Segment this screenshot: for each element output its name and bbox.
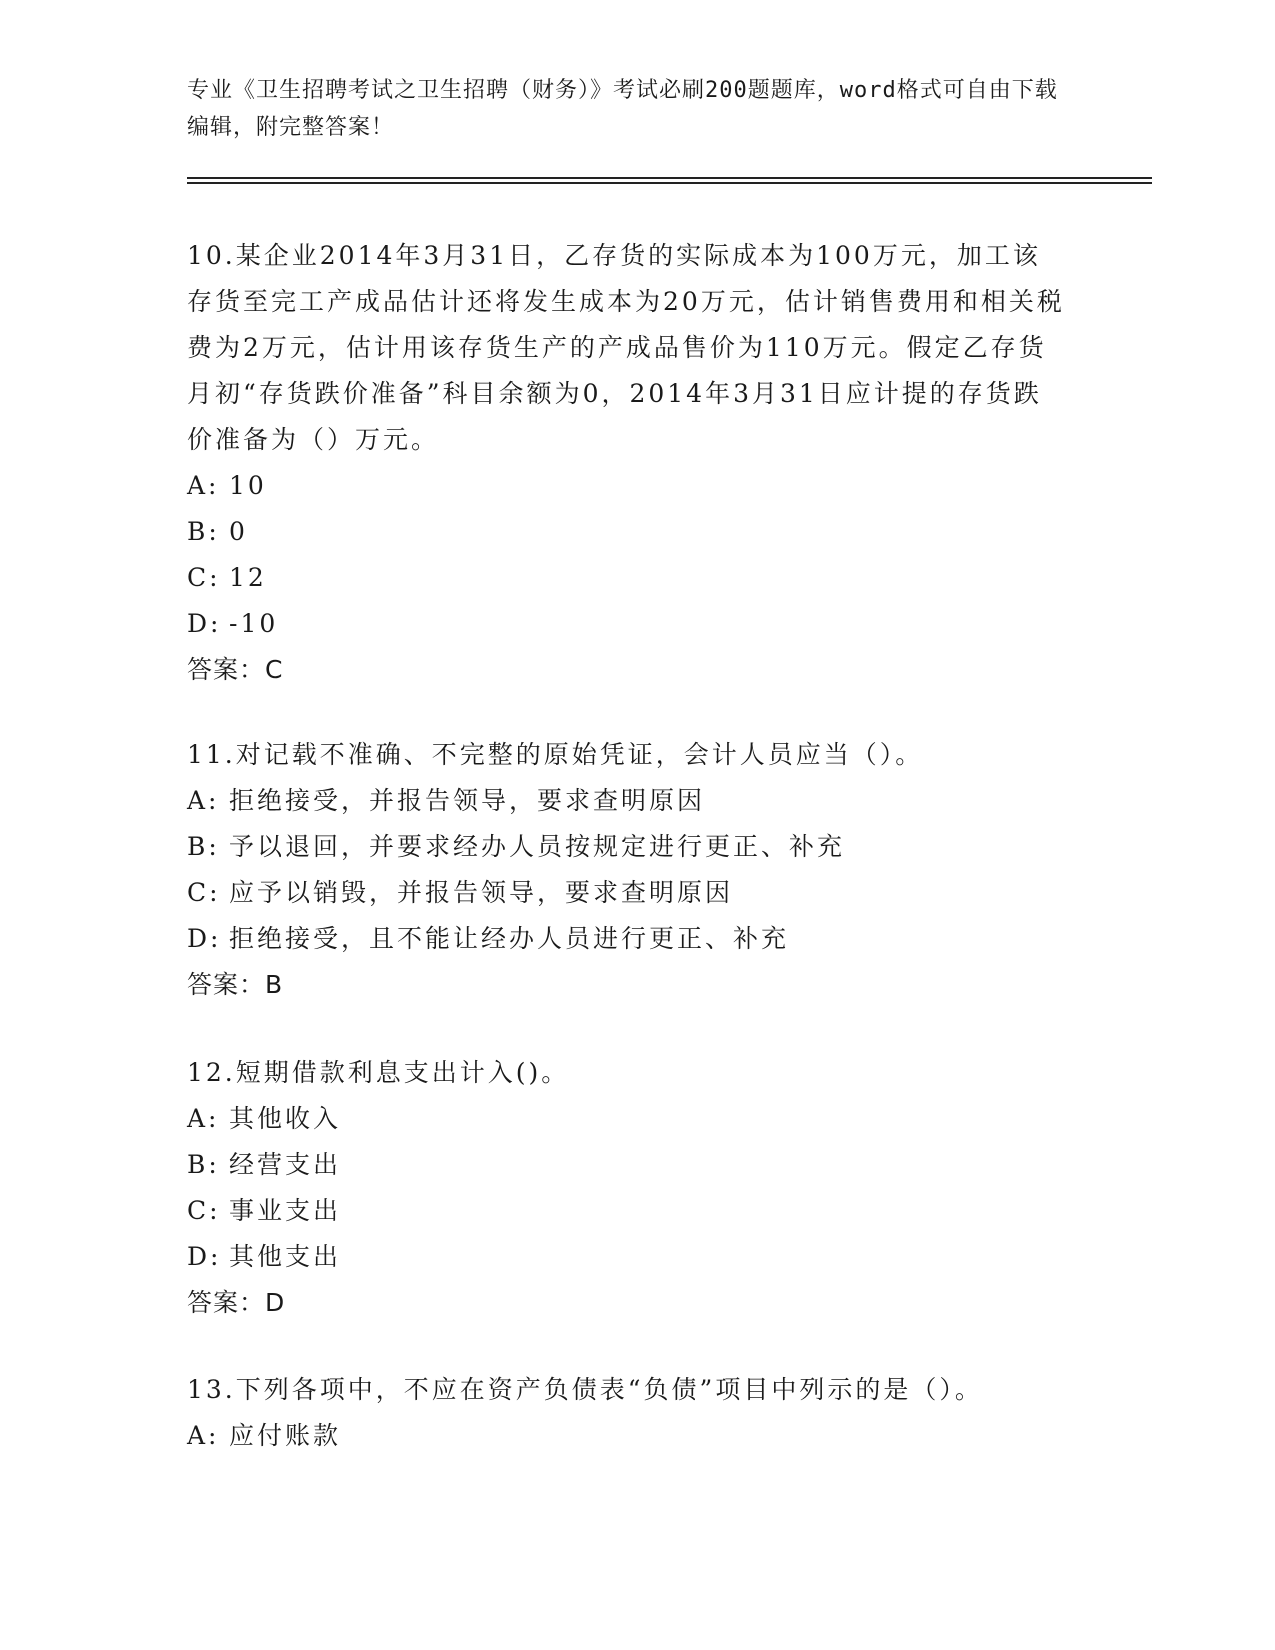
option-letter: B: <box>187 1150 220 1179</box>
option-a <box>187 778 1067 824</box>
document-header: 专业《卫生招聘考试之卫生招聘（财务）》考试必刷200题题库，word格式可自由下载编辑，附完整答案！ <box>187 78 1058 140</box>
option-b <box>187 824 1067 870</box>
question-12 <box>187 1050 1067 1326</box>
option-letter: A: <box>187 1104 220 1133</box>
answer-line: 答案：B <box>187 970 284 999</box>
option-letter: C: <box>187 878 221 907</box>
option-b <box>187 509 1067 555</box>
option-d <box>187 601 1067 647</box>
option-c <box>187 1188 1067 1234</box>
option-d <box>187 916 1067 962</box>
header-divider-top <box>187 177 1152 179</box>
option-letter: B: <box>187 517 220 546</box>
question-10 <box>187 233 1067 693</box>
question-stem: 11.对记载不准确、不完整的原始凭证，会计人员应当（）。 <box>187 740 924 769</box>
option-text: 拒绝接受，并报告领导，要求查明原因 <box>229 786 706 815</box>
option-text: 拒绝接受，且不能让经办人员进行更正、补充 <box>229 924 790 953</box>
option-c <box>187 870 1067 916</box>
option-letter: A: <box>187 1421 220 1450</box>
option-a <box>187 1096 1067 1142</box>
answer-line: 答案：D <box>187 1288 286 1317</box>
option-text: 0 <box>229 517 248 546</box>
question-stem: 10.某企业2014年3月31日，乙存货的实际成本为100万元，加工该存货至完工产成品估计还将发生成本为20万元，估计销售费用和相关税费为2万元，估计用该存货生产的产成品售价为110万元。假定乙存货月初“存货跌价准备”科目余额为0，2014年3月31日应计提的存货跌价准备为（）万元。 <box>187 241 1065 454</box>
option-letter: C: <box>187 563 221 592</box>
header-divider-bottom <box>187 182 1152 184</box>
option-a <box>187 463 1067 509</box>
option-text: 应予以销毁，并报告领导，要求查明原因 <box>229 878 734 907</box>
question-stem: 13.下列各项中，不应在资产负债表“负债”项目中列示的是（）。 <box>187 1375 983 1404</box>
option-text: 其他收入 <box>229 1104 342 1133</box>
option-letter: A: <box>187 471 220 500</box>
option-letter: C: <box>187 1196 221 1225</box>
option-letter: D: <box>187 924 222 953</box>
option-c <box>187 555 1067 601</box>
option-letter: D: <box>187 609 222 638</box>
option-b <box>187 1142 1067 1188</box>
option-text: 应付账款 <box>229 1421 342 1450</box>
option-text: 12 <box>229 563 267 592</box>
question-13 <box>187 1367 1067 1459</box>
option-text: 予以退回，并要求经办人员按规定进行更正、补充 <box>229 832 846 861</box>
option-text: 经营支出 <box>229 1150 342 1179</box>
question-11 <box>187 732 1067 1008</box>
answer-line: 答案：C <box>187 655 284 684</box>
option-d <box>187 1234 1067 1280</box>
option-text: -10 <box>229 609 279 638</box>
option-text: 10 <box>229 471 267 500</box>
option-a <box>187 1413 1067 1459</box>
question-stem: 12.短期借款利息支出计入()。 <box>187 1058 570 1087</box>
option-text: 事业支出 <box>229 1196 342 1225</box>
option-letter: B: <box>187 832 220 861</box>
option-letter: D: <box>187 1242 222 1271</box>
option-letter: A: <box>187 786 220 815</box>
option-text: 其他支出 <box>229 1242 342 1271</box>
